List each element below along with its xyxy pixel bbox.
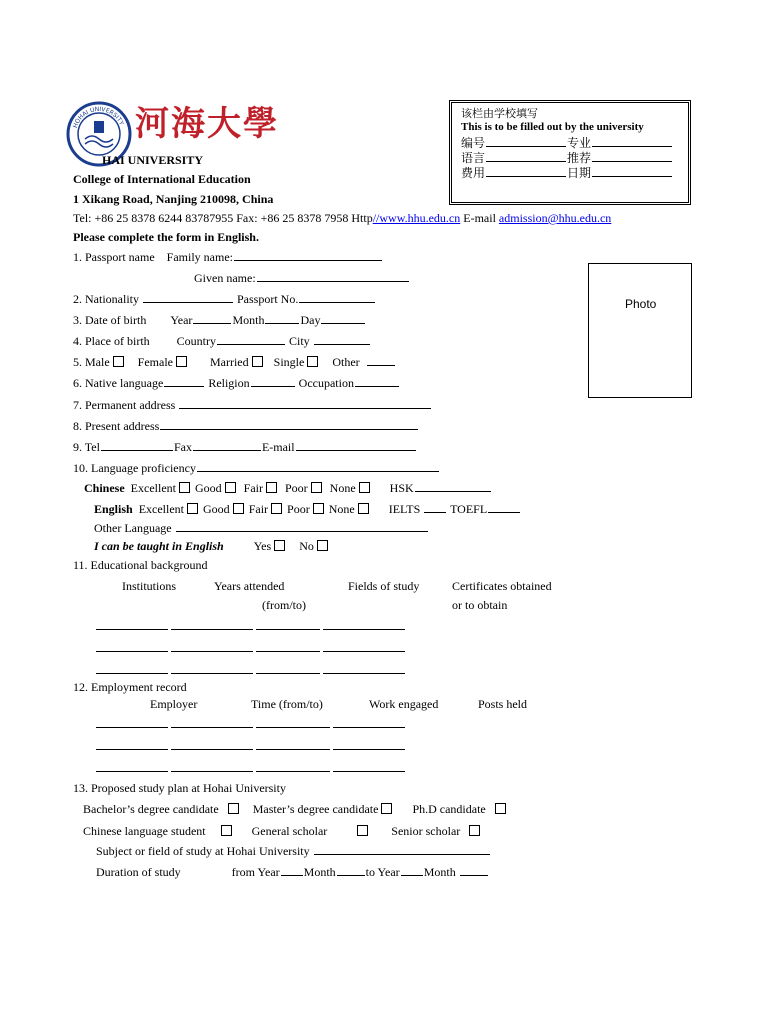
chinese-student-checkbox[interactable]: [221, 825, 232, 836]
chinese-poor-checkbox[interactable]: [311, 482, 322, 493]
q1-passport-name: [73, 249, 383, 264]
education-blank[interactable]: [96, 629, 168, 630]
other-label: Other: [332, 355, 360, 369]
employment-blank[interactable]: [171, 749, 253, 750]
yes-checkbox[interactable]: [274, 540, 285, 551]
box-field-date: 日期: [567, 166, 592, 180]
english-good-checkbox[interactable]: [233, 503, 244, 514]
chinese-good-checkbox[interactable]: [225, 482, 236, 493]
chinese-fair-checkbox[interactable]: [266, 482, 277, 493]
nationality-field[interactable]: [143, 291, 233, 303]
chinese-none-label: None: [329, 481, 356, 495]
employment-blank[interactable]: [333, 771, 405, 772]
col-posts-held: Posts held: [478, 697, 528, 711]
education-blank[interactable]: [96, 651, 168, 652]
q3-day-label: Day: [300, 313, 321, 327]
female-label: Female: [137, 355, 173, 369]
university-box-title-cn: 该栏由学校填写: [461, 107, 538, 120]
ielts-label: IELTS: [388, 502, 421, 516]
q1-label: 1. Passport name: [73, 250, 155, 264]
q9-contact: [73, 439, 417, 454]
university-box-title-en: This is to be filled out by the university: [461, 121, 644, 133]
employment-blank[interactable]: [171, 727, 253, 728]
university-address: 1 Xikang Road, Nanjing 210098, China: [73, 192, 274, 206]
english-fair-label: Fair: [248, 502, 269, 516]
senior-scholar-checkbox[interactable]: [469, 825, 480, 836]
english-good-label: Good: [203, 502, 230, 516]
col-work-engaged: Work engaged: [369, 697, 439, 711]
q5-label: 5. Male: [73, 355, 110, 369]
q13-label: 13. Proposed study plan at Hohai University: [73, 781, 286, 795]
q2-nationality: [73, 291, 376, 306]
q6-language-religion: [73, 375, 400, 390]
chinese-fair-label: Fair: [243, 481, 263, 495]
photo-label: Photo: [625, 297, 657, 311]
duration-row: [96, 864, 489, 879]
birth-month-field[interactable]: [265, 312, 299, 324]
q9-label: 9. Tel: [73, 440, 100, 454]
subject-field[interactable]: [314, 843, 490, 855]
tel-field[interactable]: [101, 439, 173, 451]
box-field-recommend-blank[interactable]: [592, 150, 672, 162]
chinese-excellent-checkbox[interactable]: [179, 482, 190, 493]
chinese-label: Chinese: [84, 481, 125, 495]
religion-field[interactable]: [251, 375, 295, 387]
q11-label: 11. Educational background: [73, 558, 208, 572]
box-field-fee: 费用: [461, 166, 486, 180]
education-blank[interactable]: [323, 651, 405, 652]
english-fair-checkbox[interactable]: [271, 503, 282, 514]
present-address-field[interactable]: [160, 418, 418, 430]
yes-label: Yes: [253, 539, 272, 553]
education-blank[interactable]: [96, 673, 168, 674]
to-month-field[interactable]: [460, 864, 488, 876]
box-field-language: 语言: [461, 151, 486, 165]
col-fields-of-study: Fields of study: [348, 579, 420, 593]
birth-day-field[interactable]: [321, 312, 365, 324]
english-excellent-checkbox[interactable]: [187, 503, 198, 514]
given-name-field[interactable]: [257, 270, 409, 282]
ielts-field[interactable]: [424, 501, 446, 513]
chinese-excellent-label: Excellent: [130, 481, 176, 495]
university-box-row: [461, 135, 673, 150]
english-poor-checkbox[interactable]: [313, 503, 324, 514]
hsk-label: HSK: [389, 481, 414, 495]
box-field-date-blank[interactable]: [592, 165, 672, 177]
taught-in-english-label: I can be taught in English: [94, 539, 224, 553]
senior-scholar-label: Senior scholar: [391, 824, 461, 838]
chinese-none-checkbox[interactable]: [359, 482, 370, 493]
seal-text: HOHAI UNIVERSITY: [71, 105, 125, 129]
q1-family-label: Family name:: [166, 250, 233, 264]
q3-month-label: Month: [232, 313, 265, 327]
email-field[interactable]: [296, 439, 416, 451]
q4-country-label: Country: [176, 334, 216, 348]
chinese-student-label: Chinese language student: [83, 824, 206, 838]
education-blank[interactable]: [256, 673, 320, 674]
to-year-field[interactable]: [401, 864, 423, 876]
married-label: Married: [209, 355, 249, 369]
q4-label: 4. Place of birth: [73, 334, 150, 348]
employment-blank[interactable]: [333, 749, 405, 750]
occupation-label: Occupation: [298, 376, 354, 390]
university-chinese-name: 河海大學: [135, 104, 279, 144]
general-scholar-label: General scholar: [251, 824, 328, 838]
photo-box[interactable]: [588, 263, 692, 398]
subject-row: [96, 843, 491, 858]
contact-line: [73, 211, 611, 225]
male-checkbox[interactable]: [113, 356, 124, 367]
subject-label: Subject or field of study at Hohai University: [96, 844, 310, 858]
box-field-major: 专业: [567, 136, 592, 150]
general-scholar-checkbox[interactable]: [357, 825, 368, 836]
q5-gender-marital: [73, 354, 396, 369]
single-checkbox[interactable]: [307, 356, 318, 367]
english-none-label: None: [328, 502, 355, 516]
birth-city-field[interactable]: [314, 333, 370, 345]
employment-blank[interactable]: [256, 771, 330, 772]
married-checkbox[interactable]: [252, 356, 263, 367]
website-link[interactable]: //www.hhu.edu.cn: [372, 211, 461, 225]
family-name-field[interactable]: [234, 249, 382, 261]
email-field-label: E-mail: [261, 440, 295, 454]
employment-blank[interactable]: [96, 727, 168, 728]
employment-blank[interactable]: [256, 727, 330, 728]
english-poor-label: Poor: [287, 502, 310, 516]
hsk-field[interactable]: [415, 480, 491, 492]
scholar-options-row: [83, 824, 482, 838]
english-label: English: [94, 502, 133, 516]
email-link[interactable]: admission@hhu.edu.cn: [498, 211, 612, 225]
birth-year-field[interactable]: [193, 312, 231, 324]
phd-checkbox[interactable]: [495, 803, 506, 814]
q8-present-address: [73, 418, 419, 433]
other-language-row: [94, 520, 429, 535]
passport-no-field[interactable]: [299, 291, 375, 303]
no-label: No: [299, 539, 314, 553]
taught-in-english-row: [94, 539, 330, 553]
chinese-poor-label: Poor: [285, 481, 308, 495]
fax-field[interactable]: [193, 439, 261, 451]
box-field-major-blank[interactable]: [592, 135, 672, 147]
box-field-fee-blank[interactable]: [486, 165, 566, 177]
q10-language-proficiency: [73, 460, 440, 475]
to-month-label: Month: [423, 865, 456, 879]
from-month-field[interactable]: [337, 864, 365, 876]
col-certificates-sub: or to obtain: [452, 598, 508, 612]
employment-blank[interactable]: [96, 749, 168, 750]
q1-given-name: [194, 270, 410, 285]
col-time: Time (from/to): [251, 697, 323, 711]
education-blank[interactable]: [171, 673, 253, 674]
education-blank[interactable]: [171, 651, 253, 652]
from-month-label: Month: [303, 865, 336, 879]
form-instruction: Please complete the form in English.: [73, 230, 259, 244]
q3-label: 3. Date of birth: [73, 313, 147, 327]
q3-date-of-birth: [73, 312, 366, 327]
q8-label: 8. Present address: [73, 419, 160, 433]
master-checkbox[interactable]: [381, 803, 392, 814]
q4-place-of-birth: [73, 333, 371, 348]
from-year-field[interactable]: [281, 864, 303, 876]
employment-blank[interactable]: [96, 771, 168, 772]
university-box-row: [461, 150, 673, 165]
no-checkbox[interactable]: [317, 540, 328, 551]
education-blank[interactable]: [256, 629, 320, 630]
q2-label: 2. Nationality: [73, 292, 139, 306]
q10-label: 10. Language proficiency: [73, 461, 196, 475]
col-institutions: Institutions: [122, 579, 177, 593]
fax-label: Fax: [173, 440, 192, 454]
bachelor-label: Bachelor’s degree candidate: [83, 802, 219, 816]
chinese-good-label: Good: [194, 481, 222, 495]
email-label: E-mail: [460, 211, 499, 225]
single-label: Single: [273, 355, 305, 369]
education-blank[interactable]: [323, 629, 405, 630]
q7-label: 7. Permanent address: [73, 398, 176, 412]
religion-label: Religion: [208, 376, 250, 390]
education-blank[interactable]: [256, 651, 320, 652]
toefl-field[interactable]: [488, 501, 520, 513]
english-none-checkbox[interactable]: [358, 503, 369, 514]
master-label: Master’s degree candidate: [252, 802, 379, 816]
box-field-number-blank[interactable]: [486, 135, 566, 147]
bachelor-checkbox[interactable]: [228, 803, 239, 814]
education-blank[interactable]: [323, 673, 405, 674]
col-certificates: Certificates obtained: [452, 579, 552, 593]
university-name: HAI UNIVERSITY: [102, 153, 204, 167]
birth-country-field[interactable]: [217, 333, 285, 345]
contact-phone-fax: Tel: +86 25 8378 6244 83787955 Fax: +86 25 8378 7958 Http: [73, 211, 373, 225]
permanent-address-field[interactable]: [179, 397, 431, 409]
employment-blank[interactable]: [171, 771, 253, 772]
employment-blank[interactable]: [256, 749, 330, 750]
col-years-sub: (from/to): [262, 598, 306, 612]
employment-blank[interactable]: [333, 727, 405, 728]
from-year-label: from Year: [231, 865, 280, 879]
q3-year-label: Year: [170, 313, 193, 327]
toefl-label: TOEFL: [450, 502, 488, 516]
chinese-proficiency-row: [84, 480, 492, 495]
university-use-box: [449, 100, 691, 205]
q7-permanent-address: [73, 397, 432, 412]
q4-city-label: City: [289, 334, 310, 348]
box-field-recommend: 推荐: [567, 151, 592, 165]
degree-options-row: [83, 802, 508, 816]
university-box-row: [461, 165, 673, 180]
college-name: College of International Education: [73, 172, 251, 186]
native-language-field[interactable]: [164, 375, 204, 387]
other-language-field[interactable]: [176, 520, 428, 532]
education-blank[interactable]: [171, 629, 253, 630]
other-language-label: Other Language: [94, 521, 172, 535]
col-years-attended: Years attended: [214, 579, 285, 593]
to-year-label: to Year: [365, 865, 400, 879]
box-field-number: 编号: [461, 136, 486, 150]
q6-label: 6. Native language: [73, 376, 164, 390]
occupation-field[interactable]: [355, 375, 399, 387]
phd-label: Ph.D candidate: [412, 802, 486, 816]
q2-passport-label: Passport No.: [237, 292, 299, 306]
language-proficiency-field[interactable]: [197, 460, 439, 472]
q12-label: 12. Employment record: [73, 680, 187, 694]
col-employer: Employer: [150, 697, 198, 711]
other-status-field[interactable]: [367, 354, 395, 366]
duration-label: Duration of study: [96, 865, 181, 879]
english-excellent-label: Excellent: [138, 502, 185, 516]
box-field-language-blank[interactable]: [486, 150, 566, 162]
female-checkbox[interactable]: [176, 356, 187, 367]
english-proficiency-row: [94, 501, 521, 516]
q1-given-label: Given name:: [194, 271, 256, 285]
